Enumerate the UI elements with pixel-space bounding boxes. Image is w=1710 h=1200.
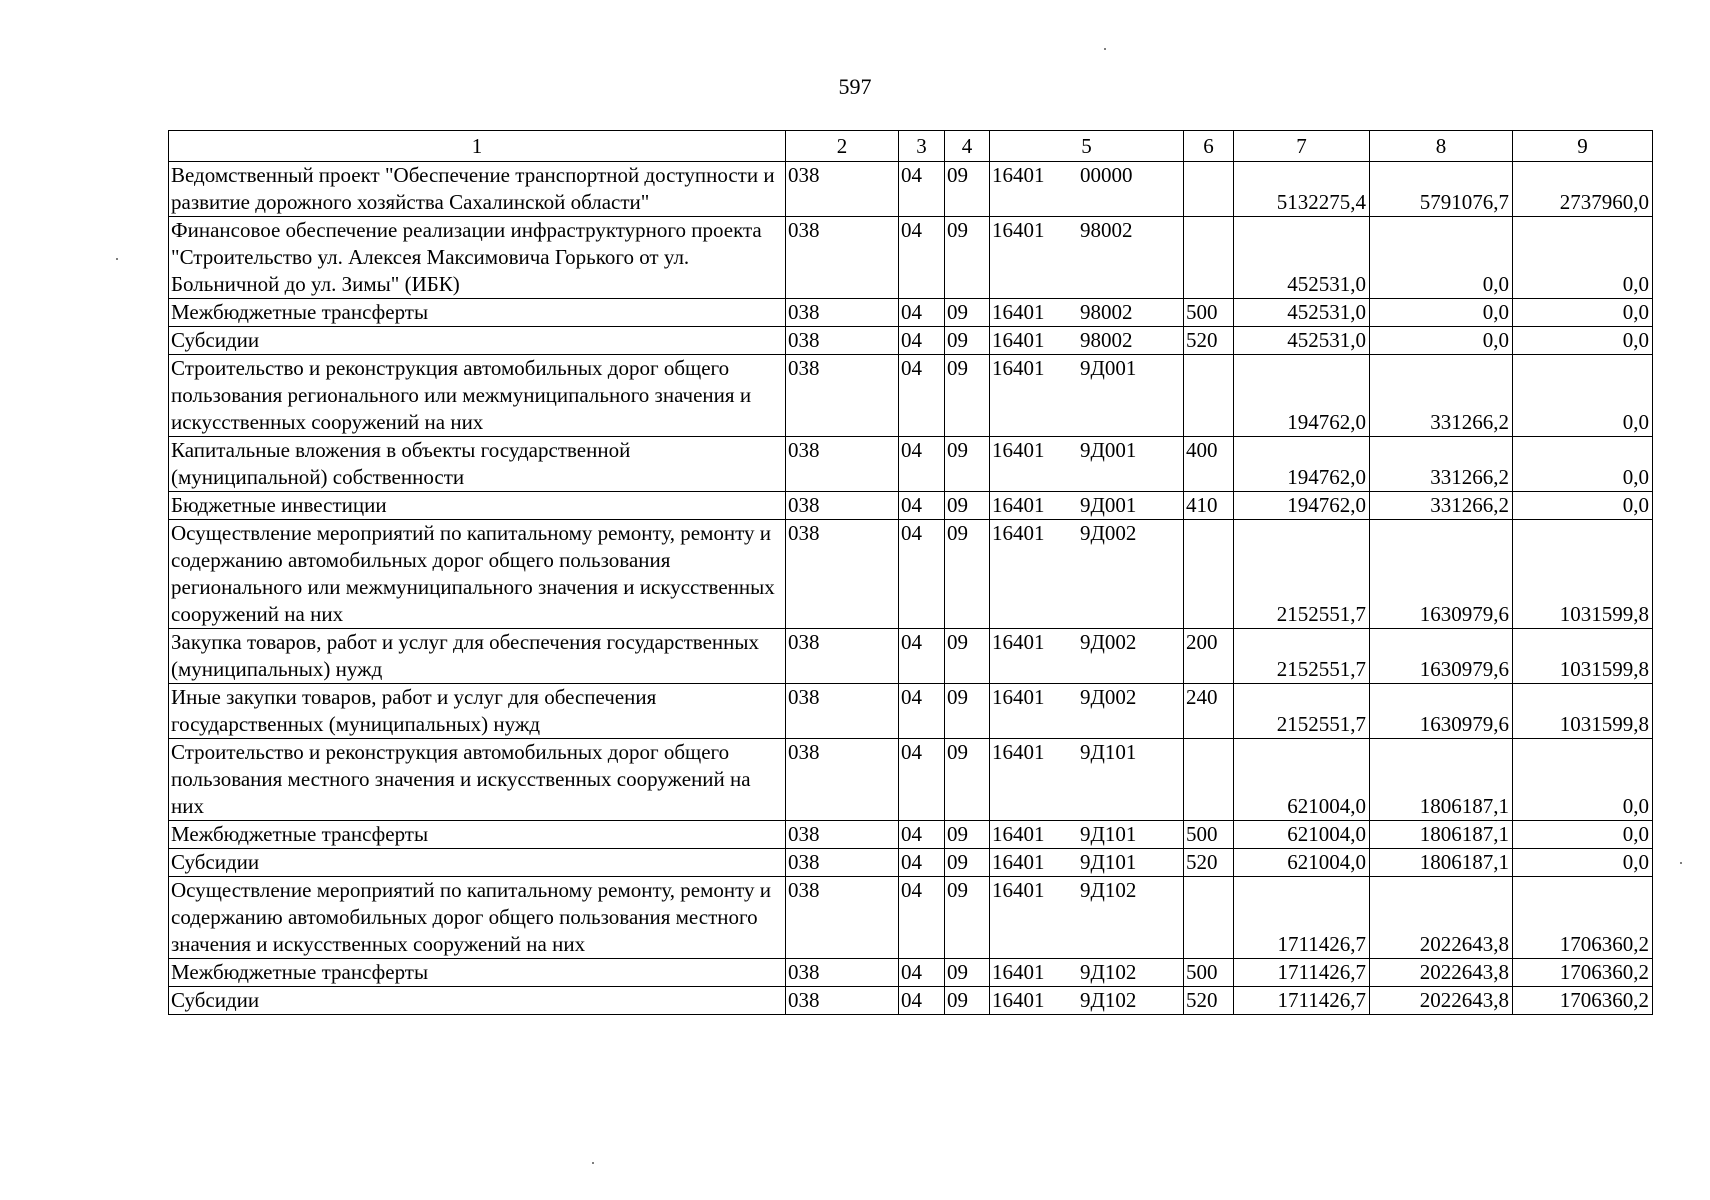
ministry-code: 038 (786, 520, 899, 629)
amount-col-8: 1806187,1 (1370, 739, 1513, 821)
column-header: 3 (899, 131, 945, 162)
amount-col-7: 621004,0 (1234, 739, 1370, 821)
ministry-code: 038 (786, 849, 899, 877)
amount-col-8: 0,0 (1370, 327, 1513, 355)
scan-speck (1104, 48, 1106, 50)
expense-type-code (1184, 739, 1234, 821)
table-row (169, 162, 1653, 217)
amount-col-8: 1806187,1 (1370, 821, 1513, 849)
amount-col-8: 2022643,8 (1370, 987, 1513, 1015)
direction-code: 9Д102 (1080, 878, 1137, 902)
expense-type-code (1184, 520, 1234, 629)
table-row (169, 299, 1653, 327)
expense-type-code (1184, 217, 1234, 299)
row-name: Межбюджетные трансферты (169, 821, 786, 849)
section-code: 04 (899, 629, 945, 684)
program-code: 16401 (992, 521, 1045, 545)
column-header: 8 (1370, 131, 1513, 162)
table-row (169, 520, 1653, 629)
target-article-code (990, 492, 1184, 520)
amount-col-7: 452531,0 (1234, 299, 1370, 327)
target-article-code (990, 162, 1184, 217)
expense-type-code: 200 (1184, 629, 1234, 684)
ministry-code: 038 (786, 162, 899, 217)
subsection-code: 09 (945, 162, 990, 217)
table-row (169, 492, 1653, 520)
ministry-code: 038 (786, 437, 899, 492)
amount-col-9: 1706360,2 (1513, 877, 1653, 959)
row-name: Строительство и реконструкция автомобильных дорог общего пользования регионального или межмуниципального значения и искусственных сооружений на них (169, 355, 786, 437)
program-code: 16401 (992, 685, 1045, 709)
section-code: 04 (899, 821, 945, 849)
direction-code: 9Д101 (1080, 740, 1137, 764)
section-code: 04 (899, 355, 945, 437)
row-name: Иные закупки товаров, работ и услуг для обеспечения государственных (муниципальных) нужд (169, 684, 786, 739)
section-code: 04 (899, 987, 945, 1015)
subsection-code: 09 (945, 987, 990, 1015)
subsection-code: 09 (945, 520, 990, 629)
ministry-code: 038 (786, 821, 899, 849)
expense-type-code: 520 (1184, 327, 1234, 355)
expense-type-code: 520 (1184, 849, 1234, 877)
section-code: 04 (899, 327, 945, 355)
amount-col-8: 331266,2 (1370, 437, 1513, 492)
amount-col-9: 0,0 (1513, 299, 1653, 327)
table-row (169, 629, 1653, 684)
subsection-code: 09 (945, 821, 990, 849)
section-code: 04 (899, 959, 945, 987)
amount-col-9: 0,0 (1513, 217, 1653, 299)
row-name: Субсидии (169, 987, 786, 1015)
ministry-code: 038 (786, 629, 899, 684)
amount-col-7: 621004,0 (1234, 849, 1370, 877)
amount-col-7: 621004,0 (1234, 821, 1370, 849)
target-article-code (990, 959, 1184, 987)
direction-code: 00000 (1080, 163, 1133, 187)
column-header: 6 (1184, 131, 1234, 162)
target-article-code (990, 877, 1184, 959)
expense-type-code (1184, 877, 1234, 959)
target-article-code (990, 217, 1184, 299)
amount-col-9: 1706360,2 (1513, 987, 1653, 1015)
subsection-code: 09 (945, 959, 990, 987)
row-name: Осуществление мероприятий по капитальному ремонту, ремонту и содержанию автомобильных дорог общего пользования местного значения и искусственных сооружений на них (169, 877, 786, 959)
amount-col-7: 1711426,7 (1234, 959, 1370, 987)
section-code: 04 (899, 684, 945, 739)
amount-col-7: 2152551,7 (1234, 520, 1370, 629)
amount-col-9: 1031599,8 (1513, 520, 1653, 629)
table-row (169, 327, 1653, 355)
expense-type-code: 500 (1184, 299, 1234, 327)
subsection-code: 09 (945, 327, 990, 355)
program-code: 16401 (992, 988, 1045, 1012)
row-name: Межбюджетные трансферты (169, 959, 786, 987)
section-code: 04 (899, 162, 945, 217)
amount-col-7: 5132275,4 (1234, 162, 1370, 217)
ministry-code: 038 (786, 355, 899, 437)
column-header: 5 (990, 131, 1184, 162)
amount-col-8: 2022643,8 (1370, 959, 1513, 987)
scan-speck (592, 1162, 594, 1164)
amount-col-7: 2152551,7 (1234, 629, 1370, 684)
amount-col-9: 0,0 (1513, 821, 1653, 849)
amount-col-8: 0,0 (1370, 217, 1513, 299)
column-header: 1 (169, 131, 786, 162)
row-name: Ведомственный проект "Обеспечение транспортной доступности и развитие дорожного хозяйства Сахалинской области" (169, 162, 786, 217)
amount-col-7: 452531,0 (1234, 217, 1370, 299)
amount-col-7: 194762,0 (1234, 355, 1370, 437)
table-row (169, 684, 1653, 739)
target-article-code (990, 987, 1184, 1015)
amount-col-9: 1706360,2 (1513, 959, 1653, 987)
amount-col-8: 331266,2 (1370, 355, 1513, 437)
ministry-code: 038 (786, 492, 899, 520)
table-row (169, 877, 1653, 959)
amount-col-7: 2152551,7 (1234, 684, 1370, 739)
program-code: 16401 (992, 850, 1045, 874)
column-number-row (169, 131, 1653, 162)
amount-col-8: 1630979,6 (1370, 629, 1513, 684)
program-code: 16401 (992, 438, 1045, 462)
program-code: 16401 (992, 356, 1045, 380)
row-name: Закупка товаров, работ и услуг для обеспечения государственных (муниципальных) нужд (169, 629, 786, 684)
budget-table (168, 130, 1653, 1015)
table-row (169, 437, 1653, 492)
amount-col-9: 2737960,0 (1513, 162, 1653, 217)
expense-type-code: 410 (1184, 492, 1234, 520)
target-article-code (990, 355, 1184, 437)
expense-type-code (1184, 162, 1234, 217)
section-code: 04 (899, 849, 945, 877)
amount-col-8: 331266,2 (1370, 492, 1513, 520)
expense-type-code (1184, 355, 1234, 437)
ministry-code: 038 (786, 877, 899, 959)
ministry-code: 038 (786, 684, 899, 739)
amount-col-9: 0,0 (1513, 355, 1653, 437)
ministry-code: 038 (786, 739, 899, 821)
amount-col-9: 0,0 (1513, 327, 1653, 355)
subsection-code: 09 (945, 739, 990, 821)
amount-col-8: 5791076,7 (1370, 162, 1513, 217)
table-row (169, 355, 1653, 437)
column-header: 2 (786, 131, 899, 162)
target-article-code (990, 739, 1184, 821)
subsection-code: 09 (945, 877, 990, 959)
direction-code: 98002 (1080, 328, 1133, 352)
direction-code: 9Д001 (1080, 438, 1137, 462)
program-code: 16401 (992, 740, 1045, 764)
target-article-code (990, 299, 1184, 327)
subsection-code: 09 (945, 437, 990, 492)
amount-col-9: 0,0 (1513, 492, 1653, 520)
program-code: 16401 (992, 878, 1045, 902)
expense-type-code: 500 (1184, 821, 1234, 849)
subsection-code: 09 (945, 355, 990, 437)
expense-type-code: 240 (1184, 684, 1234, 739)
direction-code: 9Д002 (1080, 685, 1137, 709)
subsection-code: 09 (945, 629, 990, 684)
amount-col-7: 1711426,7 (1234, 987, 1370, 1015)
section-code: 04 (899, 520, 945, 629)
amount-col-8: 1630979,6 (1370, 684, 1513, 739)
subsection-code: 09 (945, 299, 990, 327)
direction-code: 9Д101 (1080, 850, 1137, 874)
row-name: Финансовое обеспечение реализации инфраструктурного проекта "Строительство ул. Алексея Максимовича Горького от ул. Больничной до ул. Зимы" (ИБК) (169, 217, 786, 299)
amount-col-7: 1711426,7 (1234, 877, 1370, 959)
amount-col-8: 2022643,8 (1370, 877, 1513, 959)
ministry-code: 038 (786, 327, 899, 355)
program-code: 16401 (992, 630, 1045, 654)
amount-col-8: 1630979,6 (1370, 520, 1513, 629)
program-code: 16401 (992, 328, 1045, 352)
target-article-code (990, 821, 1184, 849)
row-name: Капитальные вложения в объекты государственной (муниципальной) собственности (169, 437, 786, 492)
subsection-code: 09 (945, 849, 990, 877)
ministry-code: 038 (786, 217, 899, 299)
row-name: Субсидии (169, 327, 786, 355)
amount-col-9: 1031599,8 (1513, 684, 1653, 739)
section-code: 04 (899, 217, 945, 299)
target-article-code (990, 437, 1184, 492)
row-name: Осуществление мероприятий по капитальному ремонту, ремонту и содержанию автомобильных дорог общего пользования регионального или межмуниципального значения и искусственных сооружений на них (169, 520, 786, 629)
row-name: Межбюджетные трансферты (169, 299, 786, 327)
table-row (169, 849, 1653, 877)
subsection-code: 09 (945, 217, 990, 299)
table-row (169, 739, 1653, 821)
direction-code: 9Д101 (1080, 822, 1137, 846)
amount-col-7: 194762,0 (1234, 437, 1370, 492)
amount-col-7: 452531,0 (1234, 327, 1370, 355)
column-header: 7 (1234, 131, 1370, 162)
table-row (169, 959, 1653, 987)
program-code: 16401 (992, 960, 1045, 984)
target-article-code (990, 684, 1184, 739)
section-code: 04 (899, 437, 945, 492)
target-article-code (990, 520, 1184, 629)
section-code: 04 (899, 299, 945, 327)
scan-speck (116, 258, 118, 260)
program-code: 16401 (992, 493, 1045, 517)
program-code: 16401 (992, 218, 1045, 242)
target-article-code (990, 629, 1184, 684)
section-code: 04 (899, 739, 945, 821)
row-name: Бюджетные инвестиции (169, 492, 786, 520)
ministry-code: 038 (786, 987, 899, 1015)
amount-col-8: 1806187,1 (1370, 849, 1513, 877)
direction-code: 9Д001 (1080, 356, 1137, 380)
amount-col-9: 1031599,8 (1513, 629, 1653, 684)
direction-code: 98002 (1080, 218, 1133, 242)
subsection-code: 09 (945, 492, 990, 520)
column-header: 4 (945, 131, 990, 162)
amount-col-9: 0,0 (1513, 849, 1653, 877)
table-row (169, 987, 1653, 1015)
amount-col-9: 0,0 (1513, 739, 1653, 821)
program-code: 16401 (992, 300, 1045, 324)
section-code: 04 (899, 877, 945, 959)
amount-col-8: 0,0 (1370, 299, 1513, 327)
target-article-code (990, 327, 1184, 355)
expense-type-code: 400 (1184, 437, 1234, 492)
direction-code: 9Д002 (1080, 521, 1137, 545)
program-code: 16401 (992, 822, 1045, 846)
direction-code: 9Д102 (1080, 960, 1137, 984)
expense-type-code: 500 (1184, 959, 1234, 987)
row-name: Субсидии (169, 849, 786, 877)
direction-code: 98002 (1080, 300, 1133, 324)
table-row (169, 217, 1653, 299)
ministry-code: 038 (786, 299, 899, 327)
direction-code: 9Д002 (1080, 630, 1137, 654)
page-number: 597 (838, 74, 872, 99)
section-code: 04 (899, 492, 945, 520)
amount-col-7: 194762,0 (1234, 492, 1370, 520)
direction-code: 9Д102 (1080, 988, 1137, 1012)
table-row (169, 821, 1653, 849)
amount-col-9: 0,0 (1513, 437, 1653, 492)
direction-code: 9Д001 (1080, 493, 1137, 517)
program-code: 16401 (992, 163, 1045, 187)
row-name: Строительство и реконструкция автомобильных дорог общего пользования местного значения и искусственных сооружений на них (169, 739, 786, 821)
expense-type-code: 520 (1184, 987, 1234, 1015)
ministry-code: 038 (786, 959, 899, 987)
column-header: 9 (1513, 131, 1653, 162)
subsection-code: 09 (945, 684, 990, 739)
scan-speck (1680, 862, 1682, 864)
target-article-code (990, 849, 1184, 877)
